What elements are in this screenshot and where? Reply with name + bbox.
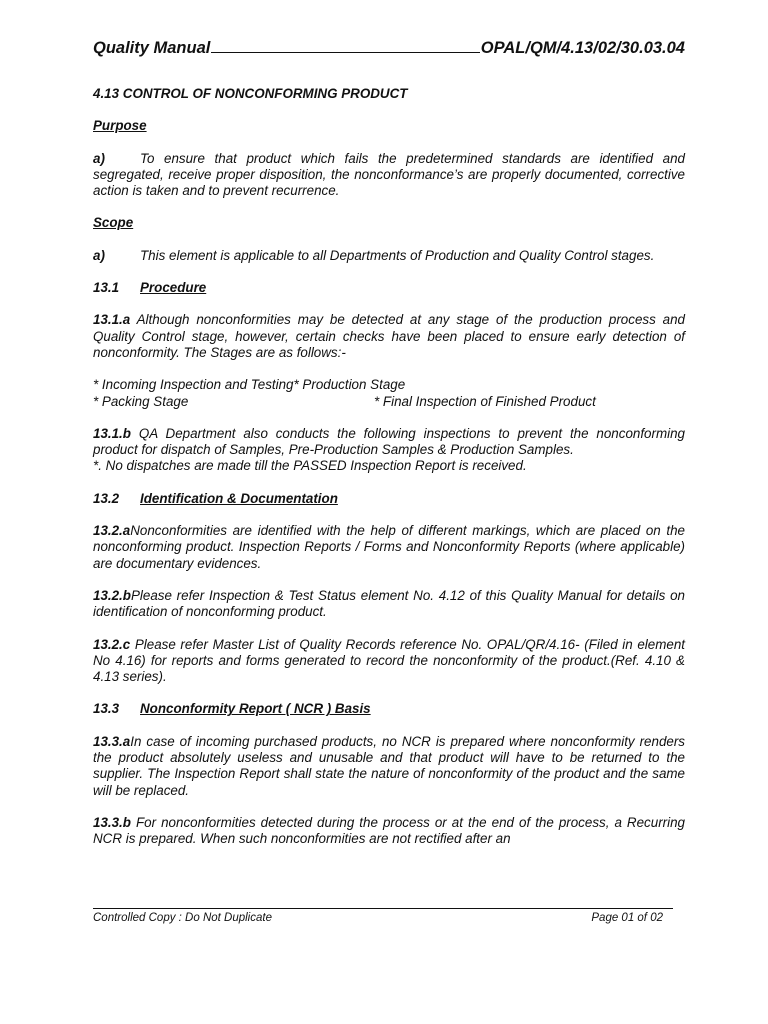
para-13-2-a: [93, 523, 685, 572]
ncr-title: Nonconformity Report ( NCR ) Basis: [140, 701, 371, 717]
footer-rule: [93, 908, 673, 909]
page-number: Page 01 of 02: [591, 912, 663, 924]
para-13-1-b: [93, 426, 685, 475]
header-doc-ref: OPAL/QM/4.13/02/30.03.04: [480, 39, 685, 57]
dispatch-note: *. No dispatches are made till the PASSED Inspection Report is received.: [93, 458, 527, 474]
para-13-2-c: [93, 637, 685, 686]
stage-row: [93, 394, 685, 410]
para-13-1-b-text: QA Department also conducts the following inspections to prevent the nonconforming product for dispatch of Samples, Pre-Production Samples & Production Samples.: [93, 425, 685, 458]
stages-list: [93, 377, 685, 410]
para-13-2-b-text: Please refer Inspection & Test Status element No. 4.12 of this Quality Manual for details on identification of nonconforming product.: [93, 587, 685, 620]
para-13-3-a: [93, 734, 685, 799]
procedure-number: 13.1: [93, 280, 120, 296]
procedure-title: Procedure: [140, 280, 207, 296]
para-13-1-a-text: Although nonconformities may be detected at any stage of the production process and Quality Control stage, however, certain checks have been placed to ensure early detection of nonconformity. The Stages are as follows:-: [93, 312, 685, 360]
document-page: [93, 40, 685, 848]
page-header: [93, 40, 685, 62]
purpose-paragraph: [93, 151, 685, 200]
para-13-2-c-text: Please refer Master List of Quality Records reference No. OPAL/QR/4.16- (Filed in element No 4.16) for reports and forms generated to record the nonconformity of the product.(Ref. 4.10 & 4.13 series).: [93, 636, 685, 685]
section-title: 4.13 CONTROL OF NONCONFORMING PRODUCT: [93, 86, 408, 101]
scope-text: This element is applicable to all Departments of Production and Quality Control stages.: [140, 247, 655, 263]
para-13-2-b-label: 13.2.b: [93, 587, 131, 603]
para-13-3-b-label: 13.3.b: [93, 814, 131, 830]
identification-title: Identification & Documentation: [140, 490, 338, 506]
purpose-heading: Purpose: [93, 118, 147, 134]
header-rule: [211, 52, 479, 53]
para-13-3-b-text: For nonconformities detected during the process or at the end of the process, a Recurring NCR is prepared. When such nonconformities are not rectified after an: [93, 814, 685, 847]
para-13-1-a-label: 13.1.a: [93, 312, 131, 328]
purpose-text: To ensure that product which fails the predetermined standards are identified and segregated, receive proper disposition, the nonconformance’s are properly documented, corrective action is taken and to prevent recurrence.: [93, 150, 685, 199]
ncr-heading: [93, 701, 685, 717]
para-13-3-a-label: 13.3.a: [93, 733, 131, 749]
para-13-2-a-text: Nonconformities are identified with the help of different markings, which are placed on the nonconforming product. Inspection Reports / Forms and Nonconformity Reports (where applicable) are documentary evidences.: [93, 523, 685, 571]
identification-heading: [93, 491, 685, 507]
para-13-1-b-label: 13.1.b: [93, 425, 131, 441]
scope-label: a): [93, 247, 105, 263]
scope-heading: Scope: [93, 215, 134, 231]
para-13-2-a-label: 13.2.a: [93, 523, 131, 539]
para-13-3-a-text: In case of incoming purchased products, no NCR is prepared where nonconformity renders the product absolutely useless and unusable and that product will have to be returned to the supplier. The Inspection Report shall state the nature of nonconformity of the product and the same will be replaced.: [93, 733, 685, 798]
para-13-3-b: [93, 815, 685, 848]
purpose-label: a): [93, 150, 105, 166]
para-13-2-c-label: 13.2.c: [93, 636, 131, 652]
identification-number: 13.2: [93, 490, 120, 506]
footer-row: [93, 912, 673, 924]
scope-paragraph: [93, 248, 685, 264]
procedure-heading: [93, 280, 685, 296]
header-title: Quality Manual: [93, 39, 211, 57]
page-footer: [93, 908, 673, 924]
para-13-2-b: [93, 588, 685, 621]
ncr-number: 13.3: [93, 701, 120, 717]
para-13-1-a: [93, 312, 685, 361]
stage-item: * Packing Stage: [93, 393, 189, 409]
stage-item: * Incoming Inspection and Testing* Production Stage: [93, 377, 406, 393]
stage-item: * Final Inspection of Finished Product: [374, 393, 596, 409]
controlled-copy-notice: Controlled Copy : Do Not Duplicate: [93, 912, 272, 924]
